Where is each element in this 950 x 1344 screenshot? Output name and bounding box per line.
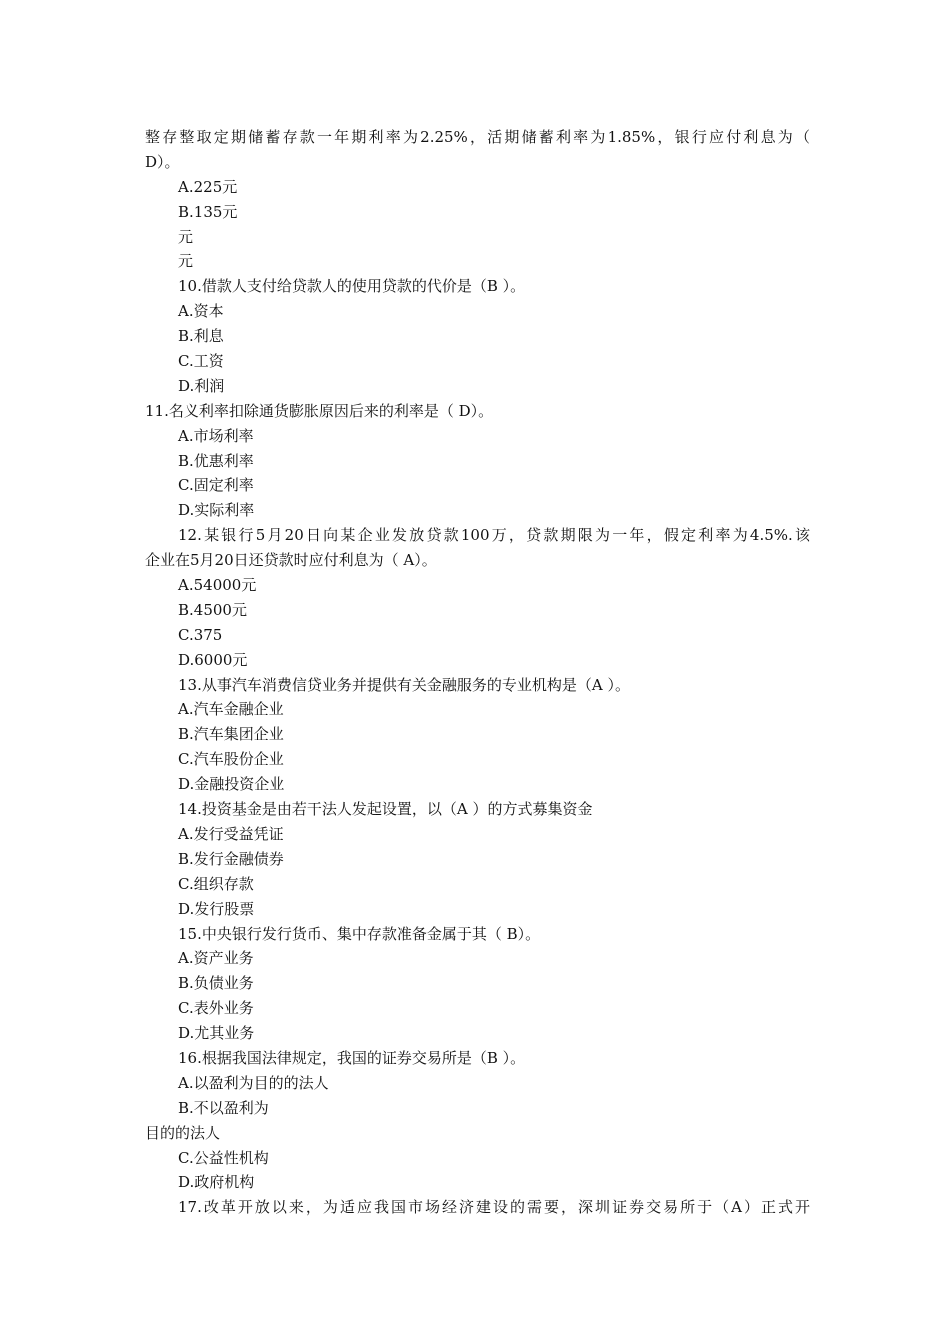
text-line: 10.借款人支付给贷款人的使用贷款的代价是（B ）。: [178, 277, 526, 296]
text-line: C.固定利率: [178, 476, 254, 495]
text-line: D.发行股票: [178, 899, 255, 918]
text-line: 13.从事汽车消费信贷业务并提供有关金融服务的专业机构是（A ）。: [178, 675, 630, 694]
text-line: D.政府机构: [178, 1173, 255, 1192]
text-line: A.225元: [178, 177, 238, 196]
text-line: A.汽车金融企业: [178, 700, 284, 719]
document-body: [145, 125, 810, 1220]
text-line: 14.投资基金是由若干法人发起设置，以（A ）的方式募集资金: [178, 800, 593, 819]
text-line: D）。: [145, 152, 180, 171]
text-line: C.公益性机构: [178, 1148, 269, 1167]
text-line: 16.根据我国法律规定，我国的证券交易所是（B ）。: [178, 1048, 526, 1067]
text-line: 12.某银行5月20日向某企业发放贷款100万，贷款期限为一年，假定利率为4.5%.该: [178, 526, 810, 545]
text-line: C.汽车股份企业: [178, 750, 284, 769]
text-line: D.实际利率: [178, 501, 255, 520]
text-line: C.表外业务: [178, 999, 254, 1018]
text-line: B.4500元: [178, 600, 247, 619]
text-line: A.发行受益凭证: [178, 824, 284, 843]
text-line: 元: [178, 227, 194, 246]
text-line: B.汽车集团企业: [178, 725, 284, 744]
text-line: A.资本: [178, 302, 224, 321]
text-line: 目的的法人: [145, 1123, 221, 1142]
text-line: 15.中央银行发行货币、集中存款准备金属于其（ B）。: [178, 924, 541, 943]
text-line: B.发行金融债券: [178, 849, 284, 868]
text-line: B.利息: [178, 327, 224, 346]
text-line: B.优惠利率: [178, 451, 254, 470]
text-line: 17.改革开放以来，为适应我国市场经济建设的需要，深圳证券交易所于（A）正式开: [178, 1198, 810, 1217]
text-line: D.金融投资企业: [178, 775, 285, 794]
text-line: B.135元: [178, 202, 238, 221]
text-line: D.6000元: [178, 650, 248, 669]
text-line: B.负债业务: [178, 974, 254, 993]
text-line: C.375: [178, 625, 223, 644]
text-line: A.资产业务: [178, 949, 254, 968]
text-line: A.54000元: [178, 576, 257, 595]
text-line: A.以盈利为目的的法人: [178, 1073, 329, 1092]
text-line: 元: [178, 252, 194, 271]
text-line: D.利润: [178, 376, 225, 395]
text-line: A.市场利率: [178, 426, 254, 445]
text-line: C.组织存款: [178, 874, 254, 893]
text-line: D.尤其业务: [178, 1024, 255, 1043]
text-line: B.不以盈利为: [178, 1098, 269, 1117]
text-line: 11.名义利率扣除通货膨胀原因后来的利率是（ D）。: [145, 401, 494, 420]
text-line: C.工资: [178, 352, 224, 371]
text-line: 企业在5月20日还贷款时应付利息为（ A）。: [145, 551, 437, 570]
text-line: 整存整取定期储蓄存款一年期利率为2.25%，活期储蓄利率为1.85%，银行应付利息为（: [145, 128, 810, 146]
